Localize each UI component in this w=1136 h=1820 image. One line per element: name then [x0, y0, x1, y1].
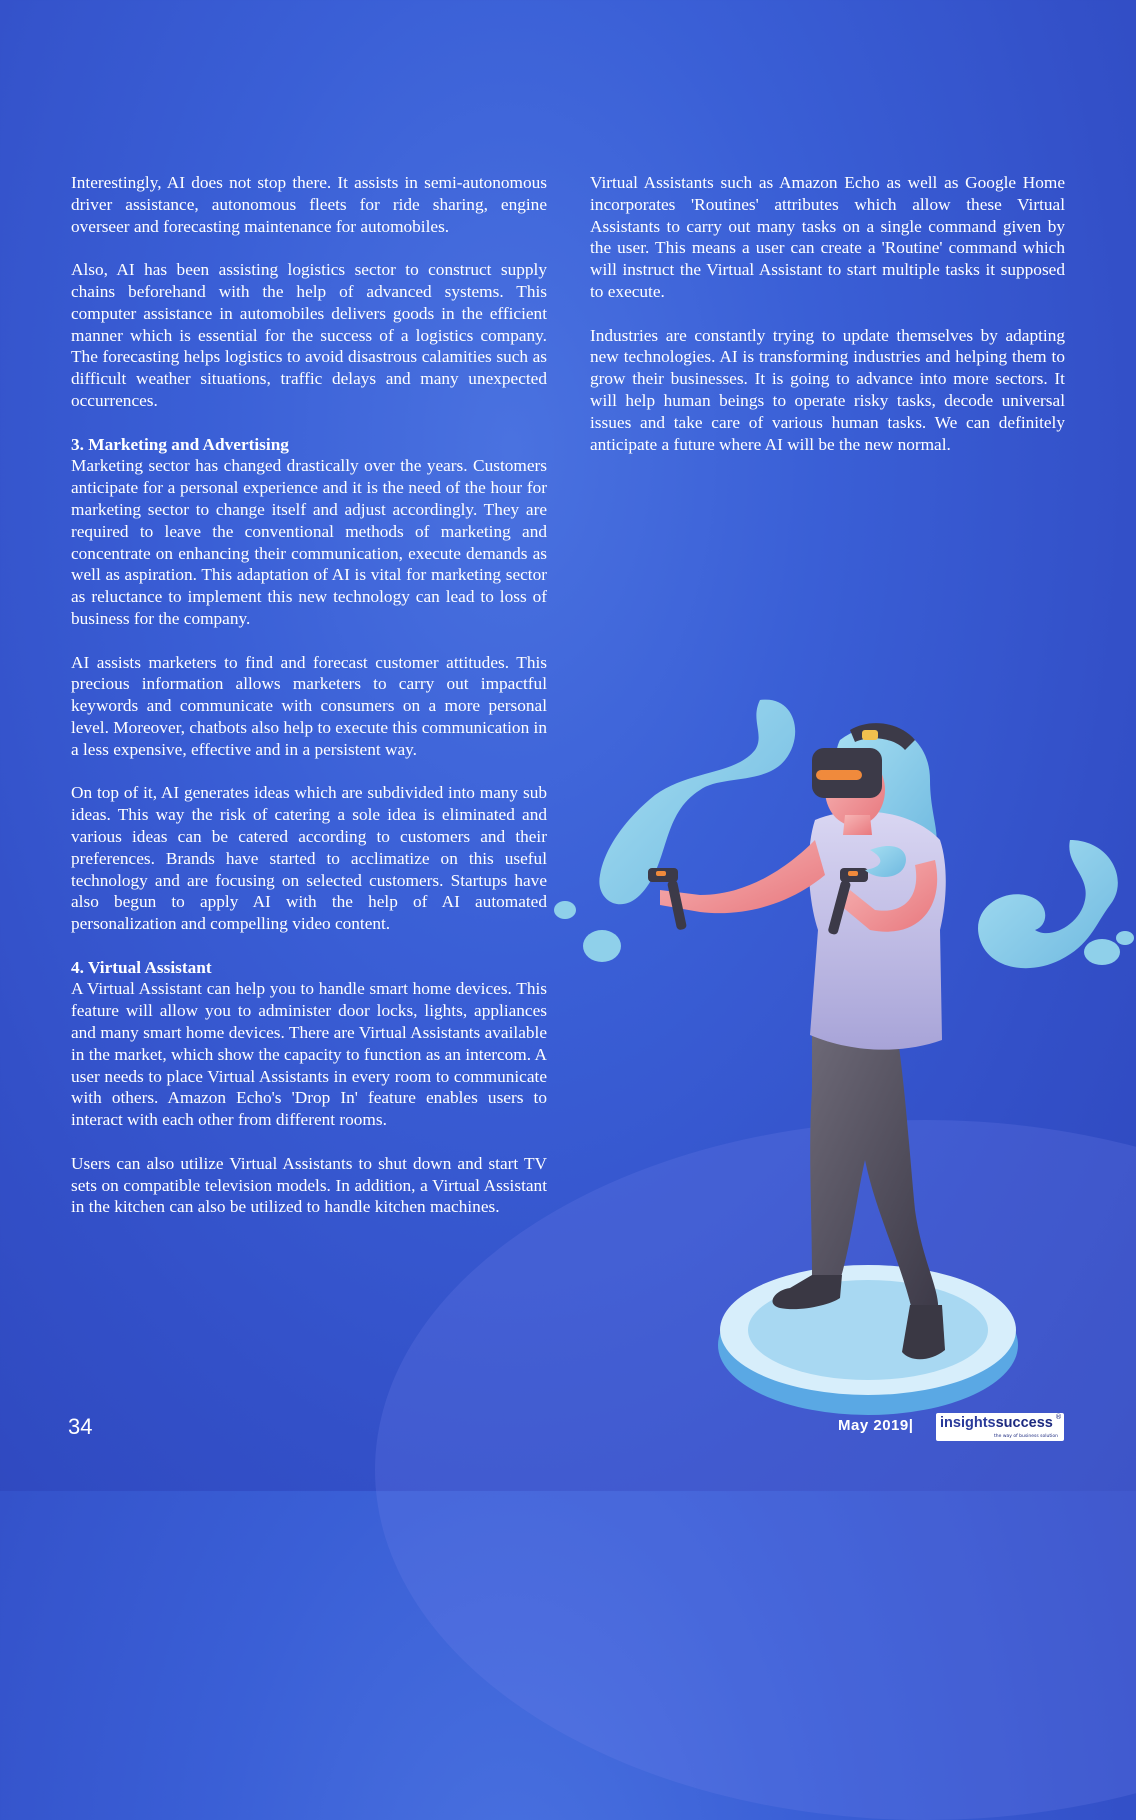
paragraph: Interestingly, AI does not stop there. It assists in semi-autonomous driver assistance, autonomous fleets for ride sharing, engine overseer and forecasting maintenance for automobiles. — [71, 173, 547, 236]
vr-woman-illustration — [550, 690, 1136, 1430]
issue-date: May 2019| — [838, 1417, 914, 1434]
registered-mark: ® — [1055, 1413, 1062, 1421]
swirl-left — [554, 700, 795, 962]
paragraph: Marketing sector has changed drastically over the years. Customers anticipate for a personal experience and it is the need of the hour for marketing sector to change itself and adjust accordingly. They are required to leave the conventional methods of marketing and concentrate on enhancing their communication, execute demands as well as aspiration. This adaptation of AI is vital for marketing sector as reluctance to implement this new technology can lead to loss of business for the company. — [71, 456, 547, 628]
paragraph: Virtual Assistants such as Amazon Echo as well as Google Home incorporates 'Routines' attributes which allow these Virtual Assistants to carry out many tasks on a single command given by the user. This means a user can create a 'Routine' command which will instruct the Virtual Assistant to start multiple tasks it supposed to execute. — [590, 173, 1065, 301]
swirl-right — [978, 840, 1134, 968]
section-marketing — [71, 434, 547, 630]
paragraph: Industries are constantly trying to update themselves by adapting new technologies. AI is transforming industries and helping them to grow their businesses. It is going to advance into more sectors. It will help human beings to operate risky tasks, decode universal issues and take care of various human tasks. We can definitely anticipate a future where AI will be the new normal. — [590, 325, 1065, 454]
logo-wordmark: insightssuccess — [940, 1415, 1053, 1431]
logo-tagline: the way of business solution — [994, 1434, 1058, 1439]
insights-success-logo — [936, 1413, 1064, 1441]
platform — [718, 1265, 1018, 1415]
paragraph: AI assists marketers to find and forecast customer attitudes. This precious information allows marketers to carry out impactful keywords and communicate with consumers on a more personal level. Moreover, chatbots also help to execute this communication in a less expensive, effective and in a persistent way. — [71, 652, 547, 759]
paragraph: Users can also utilize Virtual Assistants to shut down and start TV sets on compatible television models. In addition, a Virtual Assistant in the kitchen can also be utilized to handle kitchen machines. — [71, 1153, 547, 1217]
neck — [843, 815, 872, 835]
paragraph: On top of it, AI generates ideas which are subdivided into many sub ideas. This way the risk of catering a sole idea is eliminated and various ideas can be catered according to customers and their preferences. Brands have started to acclimatize on this useful technology and are focusing on selected customers. Startups have also begun to apply AI with the help of AI automated personalization and compelling video content. — [71, 783, 547, 934]
section-virtual-assistant — [71, 957, 547, 1131]
left-column — [71, 172, 547, 1240]
right-column — [590, 172, 1065, 477]
section-heading: 3. Marketing and Advertising — [71, 434, 289, 454]
left-arm — [660, 840, 825, 913]
section-heading: 4. Virtual Assistant — [71, 957, 212, 977]
page-number: 34 — [68, 1414, 93, 1439]
paragraph: Also, AI has been assisting logistics sector to construct supply chains beforehand with the help of advanced systems. This computer assistance in automobiles delivers goods in the efficient manner which is essential for the success of a logistics company. The forecasting helps logistics to avoid disastrous calamities such as difficult weather situations, traffic delays and many unexpected occurrences. — [71, 260, 547, 410]
paragraph: A Virtual Assistant can help you to handle smart home devices. This feature will allow you to administer door locks, lights, appliances and many smart home devices. There are Virtual Assistants available in the market, which show the capacity to function as an intercom. A user needs to place Virtual Assistants in every room to communicate with others. Amazon Echo's 'Drop In' feature enables users to interact with each other from different rooms. — [71, 979, 547, 1130]
